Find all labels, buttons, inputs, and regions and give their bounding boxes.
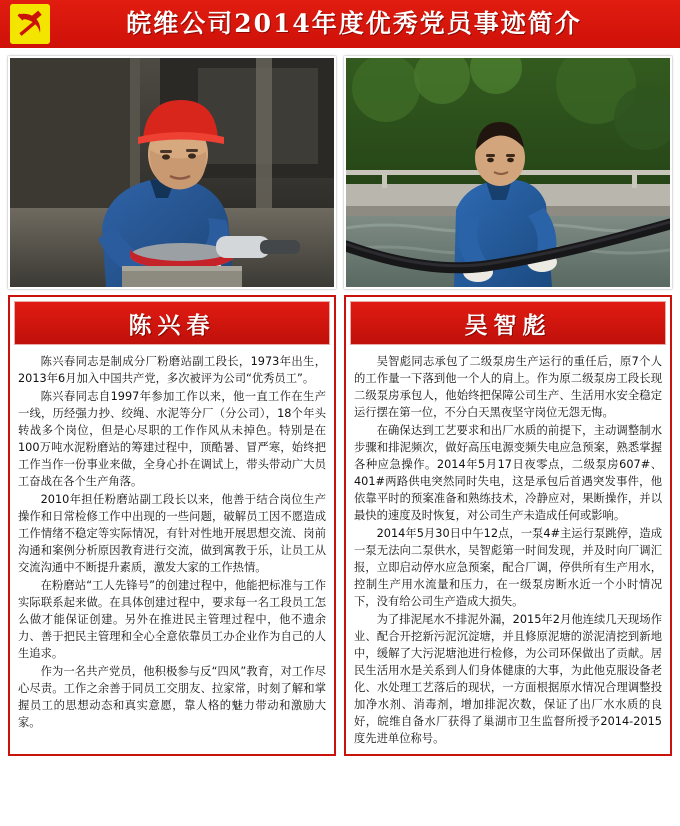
article-body-wu [346, 349, 670, 754]
paragraph: 陈兴春同志自1997年参加工作以来，他一直工作在生产一线，历经强力抄、绞绳、水泥等分厂（分公司），18个年头转战多个岗位，但是心尽职的工作作风从未掉色。特别是在100万吨水泥粉磨站的筹建过程中，顶酷暑、冒严寒，始终把工作当作一份事业来做，全身心扑在调试上，带头带动广大员工奋战在各个生产角落。 [18, 390, 326, 488]
header-banner [0, 0, 680, 48]
article-columns [0, 295, 680, 762]
name-plate-wu [350, 301, 666, 345]
photo-row [0, 48, 680, 295]
photo-left [8, 56, 336, 289]
paragraph: 在确保达到工艺要求和出厂水质的前提下，主动调整制水步骤和排泥频次，做好高压电源变频失电应急预案，熟悉掌握各种应急操作。2014年5月17日夜零点，二级泵房607#、401#两路供电突然同时失电，这是承包后首遇突发事件，他依靠平时的预案准备和熟练技术，冷静应对，果断操作，并以最快的速度及时恢复，对公司生产未造成任何或影响。 [354, 424, 662, 522]
paragraph: 陈兴春同志是制成分厂粉磨站副工段长，1973年出生，2013年6月加入中国共产党，多次被评为公司“优秀员工”。 [18, 355, 326, 385]
paragraph: 2010年担任粉磨站副工段长以来，他善于结合岗位生产操作和日常检修工作中出现的一些问题，破解员工因不愿造成工作情绪不稳定等实际情况，有针对性地开展思想交流、岗前沟通和案例分析原因教育进行交流，做到寓教于乐，让员工从交流沟通中不断提升素质，激发大家的工作热情。 [18, 493, 326, 574]
paragraph: 2014年5月30日中午12点，一泵4#主运行泵跳停，造成一泵无法向二泵供水，吴智彪第一时间发现，并及时向厂调汇报，立即启动停水应急预案，配合厂调，停供所有生产用水，控制生产用水流量和压力，在一级泵房断水近一个小时情况下，没有给公司生产造成大损失。 [354, 527, 662, 608]
paragraph: 吴智彪同志承包了二级泵房生产运行的重任后，原7个人的工作量一下落到他一个人的肩上。作为原二级泵房工段长现二级泵房承包人，他始终把保障公司生产、生活用水安全稳定运行摆在第一位，不分白天黑夜坚守岗位无怨无悔。 [354, 355, 662, 419]
paragraph: 为了排泥尾水不排泥外漏，2015年2月他连续几天现场作业、配合开挖新污泥沉淀塘，并且修原泥塘的淤泥清挖到新地中，缓解了大污泥塘池进行检修，为公司环保做出了贡献。居民生活用水是关系到人们身体健康的大事，为此他克服设备老化、水处理工艺落后的现状，一方面根据原水情况合理调整投加净水剂、消毒剂，增加排泥次数，保证了出厂水水质的良好，皖维自备水厂获得了巢湖市卫生监督所授予2014-2015度先进单位称号。 [354, 613, 662, 745]
article-column-chen [8, 295, 336, 756]
person-name-chen: 陈兴春 [128, 311, 216, 339]
party-emblem-icon [10, 4, 50, 44]
name-plate-chen [14, 301, 330, 345]
article-column-wu [344, 295, 672, 756]
article-body-chen [10, 349, 334, 738]
paragraph: 在粉磨站“工人先锋号”的创建过程中，他能把标准与工作实际联系起来做。在具体创建过程中，要求每一名工段员工怎么做才能保证创建。另外在推进民主管理过程中，他不遗余力、善于把民主管理和全心全意依靠员工办企业作为自己的人生追求。 [18, 579, 326, 660]
page-title: 皖维公司2014年度优秀党员事迹简介 [126, 9, 582, 38]
photo-right [344, 56, 672, 289]
person-name-wu: 吴智彪 [464, 311, 552, 339]
paragraph: 作为一名共产党员，他积极参与反“四风”教育，对工作尽心尽责。工作之余善于同员工交朋友、拉家常，时刻了解和掌握员工的思想动态和真实意愿，靠人格的魅力带动和激励大家。 [18, 665, 326, 729]
